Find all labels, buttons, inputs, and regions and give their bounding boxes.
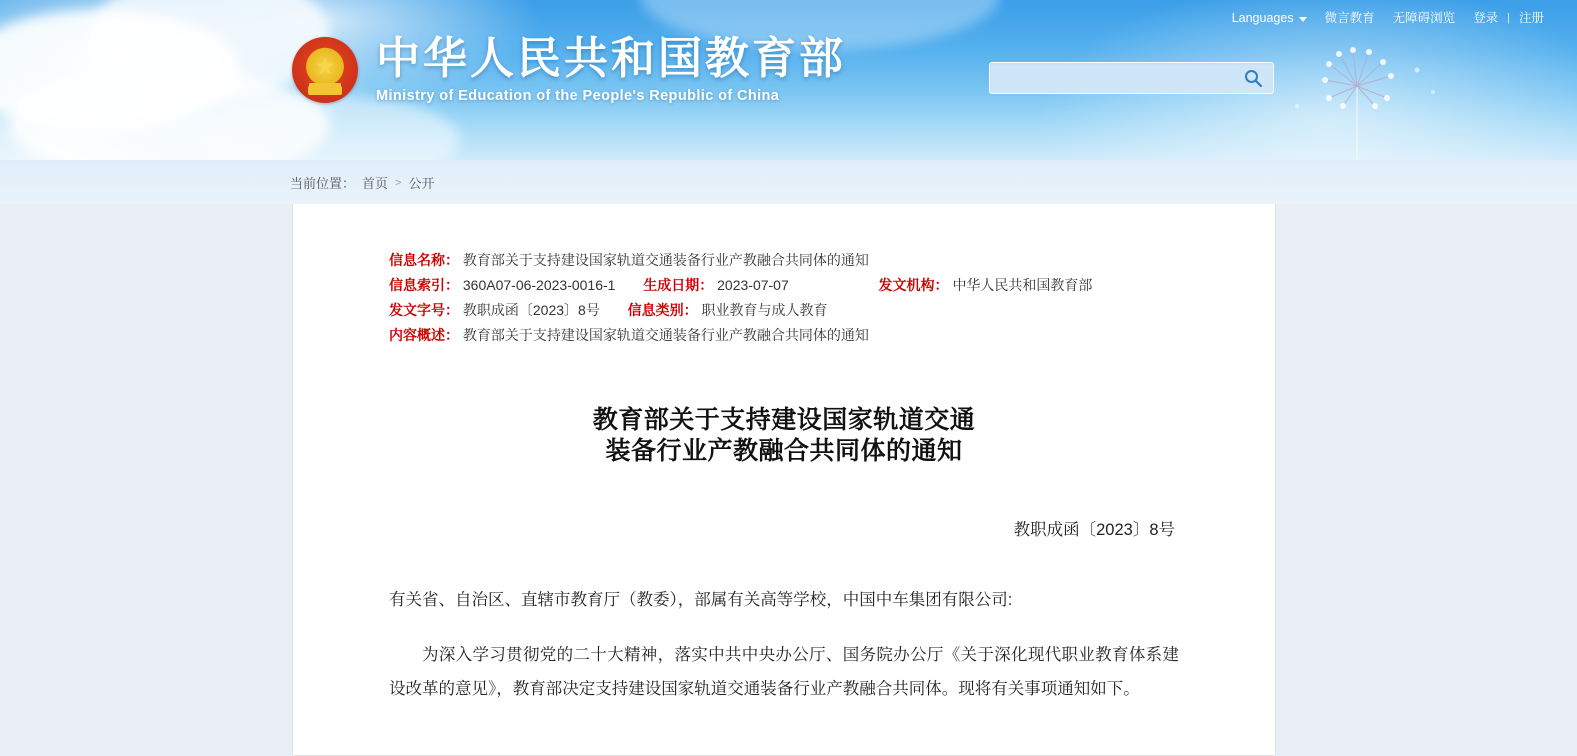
meta-row-name bbox=[389, 248, 1179, 273]
meta-value-docnum: 教职成函〔2023〕8号 bbox=[462, 302, 600, 318]
breadcrumb bbox=[290, 173, 434, 192]
document-metadata bbox=[389, 248, 1179, 348]
search-button[interactable] bbox=[1233, 63, 1273, 93]
breadcrumb-item-open[interactable]: 公开 bbox=[408, 176, 435, 191]
document-card bbox=[292, 204, 1276, 756]
meta-row-index bbox=[389, 273, 1179, 298]
meta-value-index: 360A07-06-2023-0016-1 bbox=[462, 277, 616, 293]
search-icon bbox=[1243, 68, 1263, 88]
chevron-down-icon bbox=[1299, 17, 1307, 22]
meta-value-name: 教育部关于支持建设国家轨道交通装备行业产教融合共同体的通知 bbox=[462, 252, 869, 268]
link-separator: | bbox=[1507, 12, 1510, 24]
meta-value-category: 职业教育与成人教育 bbox=[701, 302, 828, 318]
site-title-cn: 中华人民共和国教育部 bbox=[376, 33, 846, 84]
top-utility-links bbox=[1223, 10, 1553, 26]
meta-label-index: 信息索引： bbox=[389, 277, 459, 293]
meta-row-summary bbox=[389, 323, 1179, 348]
page-background bbox=[0, 204, 1577, 756]
link-accessibility[interactable]: 无障碍浏览 bbox=[1392, 11, 1456, 25]
dandelion-icon bbox=[1257, 46, 1457, 160]
meta-label-docnum: 发文字号： bbox=[389, 302, 459, 318]
document-title-line2: 装备行业产教融合共同体的通知 bbox=[605, 436, 963, 465]
site-title-en: Ministry of Education of the People's Republic of China bbox=[376, 88, 780, 105]
site-banner bbox=[0, 0, 1577, 160]
meta-label-summary: 内容概述： bbox=[389, 327, 459, 343]
search-box[interactable] bbox=[989, 62, 1274, 94]
meta-value-created: 2023-07-07 bbox=[717, 277, 789, 293]
chevron-right-icon: > bbox=[395, 176, 402, 189]
link-login[interactable]: 登录 bbox=[1473, 11, 1499, 25]
national-emblem-icon bbox=[292, 37, 358, 103]
document-title-line1: 教育部关于支持建设国家轨道交通 bbox=[592, 405, 976, 434]
search-input[interactable] bbox=[990, 63, 1233, 93]
document-addressee: 有关省、自治区、直辖市教育厅（教委），部属有关高等学校，中国中车集团有限公司: bbox=[389, 591, 1013, 609]
document-title bbox=[389, 404, 1179, 466]
languages-menu[interactable] bbox=[1223, 10, 1316, 26]
meta-row-docnum bbox=[389, 298, 1179, 323]
breadcrumb-bar bbox=[0, 160, 1577, 204]
document-paragraph-1: 为深入学习贯彻党的二十大精神，落实中共中央办公厅、国务院办公厅《关于深化现代职业教育体系建设改革的意见》，教育部决定支持建设国家轨道交通装备行业产教融合共同体。现将有关事项通知如下。 bbox=[389, 646, 1179, 698]
document-number: 教职成函〔2023〕8号 bbox=[1013, 521, 1175, 539]
link-register[interactable]: 注册 bbox=[1518, 11, 1544, 25]
breadcrumb-item-home[interactable]: 首页 bbox=[362, 176, 389, 191]
meta-label-category: 信息类别： bbox=[627, 302, 698, 318]
link-weiyan-jiaoyu[interactable]: 微言教育 bbox=[1324, 11, 1375, 25]
meta-label-issuer: 发文机构： bbox=[878, 277, 949, 293]
meta-value-issuer: 中华人民共和国教育部 bbox=[952, 277, 1093, 293]
breadcrumb-prefix: 当前位置： bbox=[290, 176, 356, 191]
meta-value-summary: 教育部关于支持建设国家轨道交通装备行业产教融合共同体的通知 bbox=[462, 327, 869, 343]
meta-label-created: 生成日期： bbox=[643, 277, 714, 293]
site-logo[interactable] bbox=[292, 33, 846, 105]
languages-label: Languages bbox=[1231, 11, 1294, 25]
meta-label-name: 信息名称： bbox=[389, 252, 459, 268]
